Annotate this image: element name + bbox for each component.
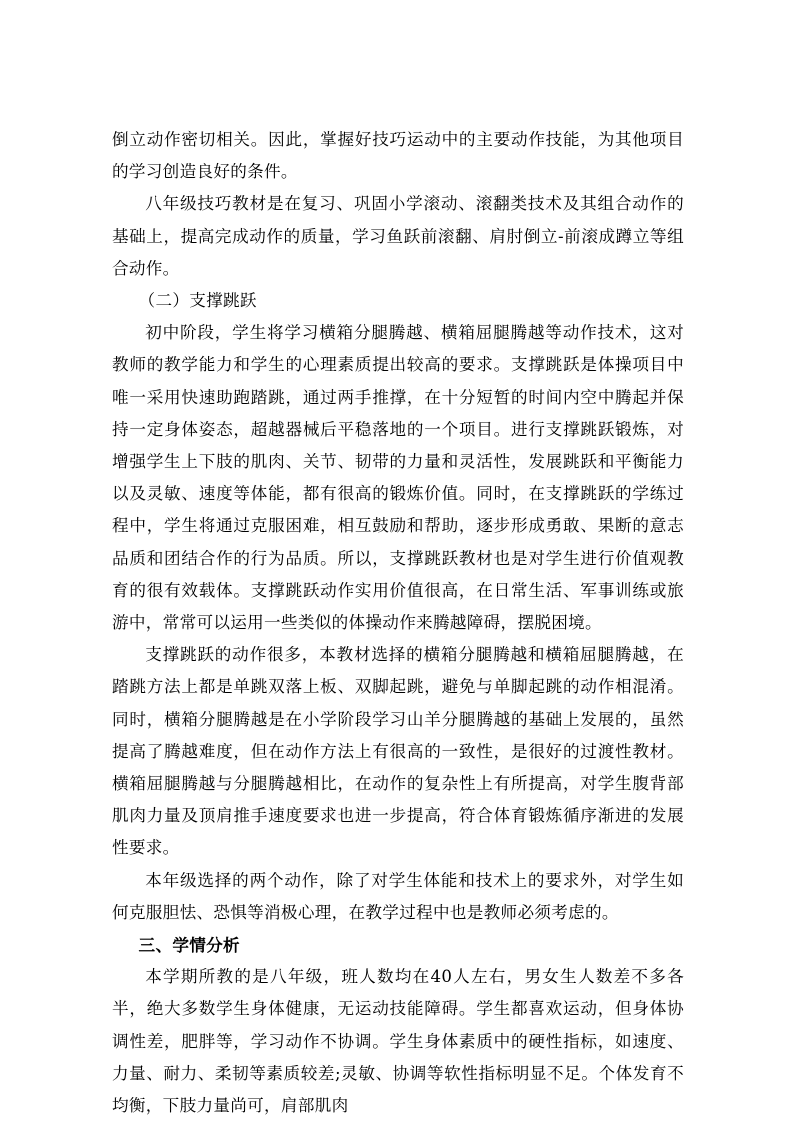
paragraph-vault-selection: 支撑跳跃的动作很多，本教材选择的横箱分腿腾越和横箱屈腿腾越，在踏跳方法上都是单跳双落上板、双脚起跳，避免与单脚起跳的动作相混淆。同时，横箱分腿腾越是在小学阶段学习山羊分腿腾越的基础上发展的，虽然提高了腾越难度，但在动作方法上有很高的一致性，是很好的过渡性教材。横箱屈腿腾越与分腿腾越相比，在动作的复杂性上有所提高，对学生腹背部肌肉力量及顶肩推手速度要求也进一步提高，符合体育锻炼循序渐进的发展性要求。 xyxy=(112,645,684,858)
paragraph-vault-psychology: 本年级选择的两个动作，除了对学生体能和技术上的要求外，对学生如何克服胆怯、恐惧等消极心理，在教学过程中也是教师必须考虑的。 xyxy=(112,870,684,922)
paragraph-grade8-skills: 八年级技巧教材是在复习、巩固小学滚动、滚翻类技术及其组合动作的基础上，提高完成动作的质量，学习鱼跃前滚翻、肩肘倒立-前滚成蹲立等组合动作。 xyxy=(112,194,684,278)
section-heading-learner-analysis: 三、学情分析 xyxy=(138,935,240,956)
section-heading-vault: （二）支撑跳跃 xyxy=(138,291,257,311)
document-body xyxy=(112,124,684,1122)
paragraph-vault-overview: 初中阶段，学生将学习横箱分腿腾越、横箱屈腿腾越等动作技术，这对教师的教学能力和学生的心理素质提出较高的要求。支撑跳跃是体操项目中唯一采用快速助跑踏跳，通过两手推撑，在十分短暂的时间内空中腾起并保持一定身体姿态，超越器械后平稳落地的一个项目。进行支撑跳跃锻炼，对增强学生上下肢的肌肉、关节、韧带的力量和灵活性，发展跳跃和平衡能力以及灵敏、速度等体能，都有很高的锻炼价值。同时，在支撑跳跃的学练过程中，学生将通过克服困难，相互鼓励和帮助，逐步形成勇敢、果断的意志品质和团结合作的行为品质。所以，支撑跳跃教材也是对学生进行价值观教育的很有效载体。支撑跳跃动作实用价值很高，在日常生活、军事训练或旅游中，常常可以运用一些类似的体操动作来腾越障碍，摆脱困境。 xyxy=(112,323,684,633)
paragraph-intro-continuation: 倒立动作密切相关。因此，掌握好技巧运动中的主要动作技能，为其他项目的学习创造良好的条件。 xyxy=(112,130,684,182)
paragraph-learner-analysis: 本学期所教的是八年级，班人数均在40人左右，男女生人数差不多各半，绝大多数学生身体健康，无运动技能障碍。学生都喜欢运动，但身体协调性差，肥胖等，学习动作不协调。学生身体素质中的硬性指标，如速度、力量、耐力、柔韧等素质较差;灵敏、协调等软性指标明显不足。个体发育不均衡，下肢力量尚可，肩部肌肉 xyxy=(112,967,684,1116)
